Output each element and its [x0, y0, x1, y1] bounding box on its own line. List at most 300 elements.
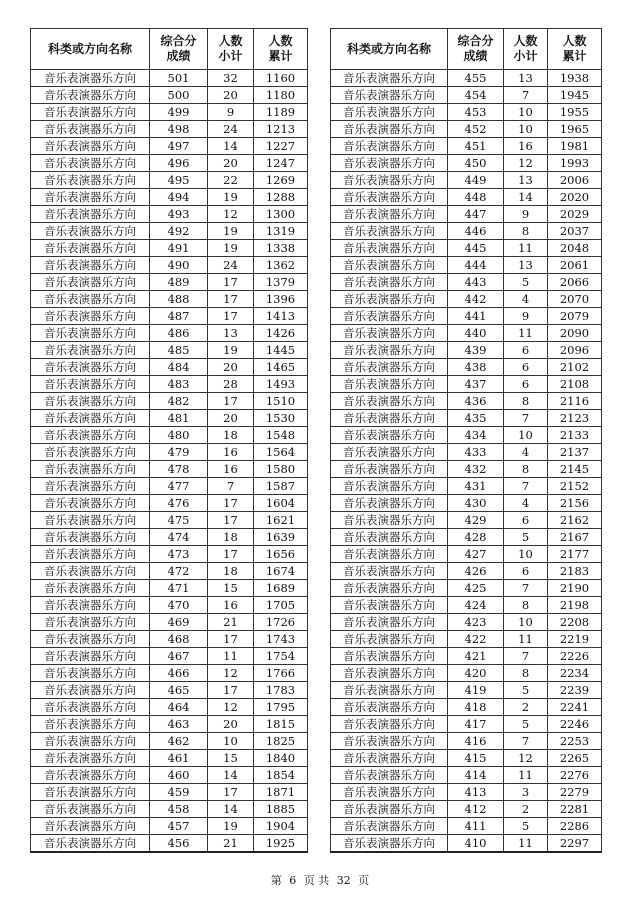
- table-row: [31, 512, 308, 529]
- table-row: [31, 631, 308, 648]
- cell-score: 456: [150, 835, 208, 853]
- cell-cumulative: 1530: [254, 410, 308, 427]
- cell-count: 8: [504, 665, 548, 682]
- cell-name: 音乐表演器乐方向: [31, 444, 150, 461]
- cell-score: 455: [448, 70, 504, 87]
- cell-score: 475: [150, 512, 208, 529]
- page-footer: [0, 872, 640, 888]
- cell-count: 7: [504, 478, 548, 495]
- cell-cumulative: 1639: [254, 529, 308, 546]
- cell-count: 11: [504, 835, 548, 853]
- table-row: [331, 733, 602, 750]
- cell-cumulative: 2265: [548, 750, 602, 767]
- cell-name: 音乐表演器乐方向: [31, 393, 150, 410]
- cell-cumulative: 2048: [548, 240, 602, 257]
- table-row: [31, 648, 308, 665]
- table-row: [331, 393, 602, 410]
- cell-name: 音乐表演器乐方向: [331, 121, 448, 138]
- table-row: [331, 104, 602, 121]
- table-row: [331, 206, 602, 223]
- cell-cumulative: 2096: [548, 342, 602, 359]
- cell-cumulative: 2276: [548, 767, 602, 784]
- cell-count: 4: [504, 291, 548, 308]
- cell-name: 音乐表演器乐方向: [331, 716, 448, 733]
- table-header-row: [31, 29, 308, 70]
- table-row: [31, 716, 308, 733]
- cell-score: 452: [448, 121, 504, 138]
- cell-name: 音乐表演器乐方向: [31, 291, 150, 308]
- table-row: [331, 138, 602, 155]
- table-row: [31, 172, 308, 189]
- table-row: [31, 104, 308, 121]
- table-row: [331, 818, 602, 835]
- cell-name: 音乐表演器乐方向: [31, 172, 150, 189]
- cell-name: 音乐表演器乐方向: [31, 206, 150, 223]
- cell-count: 7: [208, 478, 254, 495]
- cell-name: 音乐表演器乐方向: [31, 257, 150, 274]
- cell-cumulative: 2246: [548, 716, 602, 733]
- cell-cumulative: 1743: [254, 631, 308, 648]
- cell-name: 音乐表演器乐方向: [331, 155, 448, 172]
- cell-score: 449: [448, 172, 504, 189]
- cell-score: 473: [150, 546, 208, 563]
- table-row: [31, 70, 308, 87]
- cell-cumulative: 1854: [254, 767, 308, 784]
- cell-count: 7: [504, 410, 548, 427]
- cell-score: 441: [448, 308, 504, 325]
- cell-name: 音乐表演器乐方向: [31, 359, 150, 376]
- cell-cumulative: 1766: [254, 665, 308, 682]
- table-row: [31, 308, 308, 325]
- cell-name: 音乐表演器乐方向: [31, 750, 150, 767]
- cell-count: 20: [208, 87, 254, 104]
- table-row: [331, 529, 602, 546]
- cell-name: 音乐表演器乐方向: [331, 495, 448, 512]
- cell-score: 463: [150, 716, 208, 733]
- cell-score: 480: [150, 427, 208, 444]
- cell-count: 17: [208, 291, 254, 308]
- cell-count: 12: [208, 665, 254, 682]
- cell-count: 11: [504, 240, 548, 257]
- cell-score: 415: [448, 750, 504, 767]
- table-row: [331, 478, 602, 495]
- table-row: [331, 342, 602, 359]
- cell-count: 10: [504, 546, 548, 563]
- table-row: [331, 750, 602, 767]
- cell-count: 15: [208, 750, 254, 767]
- cell-count: 19: [208, 189, 254, 206]
- cell-cumulative: 2219: [548, 631, 602, 648]
- cell-name: 音乐表演器乐方向: [31, 461, 150, 478]
- cell-cumulative: 2152: [548, 478, 602, 495]
- cell-count: 17: [208, 784, 254, 801]
- cell-score: 422: [448, 631, 504, 648]
- cell-name: 音乐表演器乐方向: [331, 138, 448, 155]
- cell-name: 音乐表演器乐方向: [31, 682, 150, 699]
- cell-cumulative: 1621: [254, 512, 308, 529]
- cell-score: 440: [448, 325, 504, 342]
- footer-total-pages: 32: [336, 874, 351, 887]
- cell-count: 6: [504, 359, 548, 376]
- cell-cumulative: 1945: [548, 87, 602, 104]
- cell-cumulative: 1904: [254, 818, 308, 835]
- cell-cumulative: 1288: [254, 189, 308, 206]
- cell-count: 2: [504, 699, 548, 716]
- cell-score: 416: [448, 733, 504, 750]
- cell-name: 音乐表演器乐方向: [331, 308, 448, 325]
- table-row: [331, 546, 602, 563]
- table-row: [331, 87, 602, 104]
- cell-score: 493: [150, 206, 208, 223]
- cell-count: 8: [504, 393, 548, 410]
- cell-score: 467: [150, 648, 208, 665]
- cell-count: 10: [208, 733, 254, 750]
- cell-cumulative: 1885: [254, 801, 308, 818]
- table-row: [31, 580, 308, 597]
- table-row: [31, 257, 308, 274]
- cell-count: 14: [208, 138, 254, 155]
- cell-name: 音乐表演器乐方向: [31, 563, 150, 580]
- cell-count: 11: [504, 631, 548, 648]
- table-row: [31, 325, 308, 342]
- table-row: [31, 138, 308, 155]
- cell-cumulative: 2029: [548, 206, 602, 223]
- cell-name: 音乐表演器乐方向: [31, 427, 150, 444]
- cell-score: 482: [150, 393, 208, 410]
- cell-count: 18: [208, 427, 254, 444]
- cell-score: 438: [448, 359, 504, 376]
- cell-score: 457: [150, 818, 208, 835]
- table-row: [331, 70, 602, 87]
- cell-cumulative: 1981: [548, 138, 602, 155]
- table-row: [331, 359, 602, 376]
- cell-cumulative: 1338: [254, 240, 308, 257]
- cell-count: 10: [504, 121, 548, 138]
- cell-cumulative: 1247: [254, 155, 308, 172]
- cell-count: 12: [504, 155, 548, 172]
- cell-name: 音乐表演器乐方向: [331, 223, 448, 240]
- cell-cumulative: 1465: [254, 359, 308, 376]
- cell-count: 17: [208, 308, 254, 325]
- table-row: [331, 801, 602, 818]
- table-row: [31, 444, 308, 461]
- cell-name: 音乐表演器乐方向: [331, 393, 448, 410]
- cell-cumulative: 2037: [548, 223, 602, 240]
- cell-name: 音乐表演器乐方向: [31, 767, 150, 784]
- cell-name: 音乐表演器乐方向: [331, 274, 448, 291]
- cell-cumulative: 1840: [254, 750, 308, 767]
- cell-cumulative: 2066: [548, 274, 602, 291]
- header-score: 综合分 成绩: [150, 29, 208, 70]
- cell-count: 8: [504, 597, 548, 614]
- cell-score: 421: [448, 648, 504, 665]
- cell-count: 14: [208, 767, 254, 784]
- cell-cumulative: 1705: [254, 597, 308, 614]
- cell-score: 444: [448, 257, 504, 274]
- cell-score: 481: [150, 410, 208, 427]
- cell-cumulative: 1160: [254, 70, 308, 87]
- cell-name: 音乐表演器乐方向: [331, 750, 448, 767]
- cell-cumulative: 1426: [254, 325, 308, 342]
- cell-cumulative: 1564: [254, 444, 308, 461]
- cell-count: 17: [208, 682, 254, 699]
- cell-name: 音乐表演器乐方向: [31, 325, 150, 342]
- header-score: 综合分 成绩: [448, 29, 504, 70]
- cell-count: 9: [504, 308, 548, 325]
- table-row: [331, 291, 602, 308]
- header-count: 人数 小计: [504, 29, 548, 70]
- cell-name: 音乐表演器乐方向: [31, 274, 150, 291]
- table-row: [31, 342, 308, 359]
- cell-name: 音乐表演器乐方向: [31, 784, 150, 801]
- cell-count: 9: [208, 104, 254, 121]
- cell-name: 音乐表演器乐方向: [31, 240, 150, 257]
- cell-score: 454: [448, 87, 504, 104]
- cell-score: 413: [448, 784, 504, 801]
- cell-name: 音乐表演器乐方向: [31, 104, 150, 121]
- cell-name: 音乐表演器乐方向: [331, 240, 448, 257]
- table-row: [31, 121, 308, 138]
- cell-score: 471: [150, 580, 208, 597]
- cell-cumulative: 1300: [254, 206, 308, 223]
- cell-name: 音乐表演器乐方向: [31, 308, 150, 325]
- table-row: [31, 614, 308, 631]
- cell-name: 音乐表演器乐方向: [331, 444, 448, 461]
- cell-count: 4: [504, 444, 548, 461]
- cell-cumulative: 1493: [254, 376, 308, 393]
- table-row: [31, 801, 308, 818]
- cell-name: 音乐表演器乐方向: [31, 478, 150, 495]
- cell-count: 7: [504, 733, 548, 750]
- cell-count: 19: [208, 240, 254, 257]
- cell-cumulative: 1269: [254, 172, 308, 189]
- cell-name: 音乐表演器乐方向: [31, 818, 150, 835]
- cell-count: 7: [504, 580, 548, 597]
- cell-count: 7: [504, 87, 548, 104]
- cell-count: 21: [208, 835, 254, 853]
- table-row: [331, 512, 602, 529]
- table-row: [31, 495, 308, 512]
- cell-score: 495: [150, 172, 208, 189]
- score-table-right: [330, 28, 602, 853]
- cell-count: 6: [504, 376, 548, 393]
- cell-count: 12: [504, 750, 548, 767]
- cell-count: 17: [208, 631, 254, 648]
- cell-score: 466: [150, 665, 208, 682]
- cell-score: 418: [448, 699, 504, 716]
- cell-count: 8: [504, 223, 548, 240]
- cell-score: 443: [448, 274, 504, 291]
- cell-count: 5: [504, 682, 548, 699]
- cell-cumulative: 2070: [548, 291, 602, 308]
- cell-name: 音乐表演器乐方向: [31, 665, 150, 682]
- cell-name: 音乐表演器乐方向: [31, 801, 150, 818]
- footer-prefix: 第: [270, 874, 282, 887]
- cell-score: 460: [150, 767, 208, 784]
- table-row: [31, 410, 308, 427]
- cell-cumulative: 1656: [254, 546, 308, 563]
- header-name: 科类或方向名称: [331, 29, 448, 70]
- cell-count: 16: [208, 461, 254, 478]
- cell-cumulative: 2279: [548, 784, 602, 801]
- cell-cumulative: 1587: [254, 478, 308, 495]
- cell-name: 音乐表演器乐方向: [31, 155, 150, 172]
- cell-cumulative: 2286: [548, 818, 602, 835]
- cell-count: 32: [208, 70, 254, 87]
- cell-cumulative: 2079: [548, 308, 602, 325]
- cell-name: 音乐表演器乐方向: [31, 223, 150, 240]
- cell-name: 音乐表演器乐方向: [331, 291, 448, 308]
- cell-score: 451: [448, 138, 504, 155]
- cell-score: 410: [448, 835, 504, 853]
- cell-count: 21: [208, 614, 254, 631]
- cell-name: 音乐表演器乐方向: [31, 495, 150, 512]
- cell-score: 490: [150, 257, 208, 274]
- table-row: [31, 767, 308, 784]
- table-row: [331, 563, 602, 580]
- cell-score: 431: [448, 478, 504, 495]
- cell-cumulative: 1825: [254, 733, 308, 750]
- cell-cumulative: 2190: [548, 580, 602, 597]
- cell-count: 20: [208, 716, 254, 733]
- cell-cumulative: 1548: [254, 427, 308, 444]
- cell-cumulative: 2133: [548, 427, 602, 444]
- cell-score: 447: [448, 206, 504, 223]
- cell-cumulative: 2116: [548, 393, 602, 410]
- cell-name: 音乐表演器乐方向: [31, 631, 150, 648]
- table-row: [31, 240, 308, 257]
- cell-name: 音乐表演器乐方向: [31, 733, 150, 750]
- cell-cumulative: 2177: [548, 546, 602, 563]
- cell-cumulative: 1965: [548, 121, 602, 138]
- cell-cumulative: 1815: [254, 716, 308, 733]
- cell-cumulative: 1319: [254, 223, 308, 240]
- table-row: [31, 87, 308, 104]
- cell-name: 音乐表演器乐方向: [31, 529, 150, 546]
- cell-cumulative: 1189: [254, 104, 308, 121]
- cell-cumulative: 1227: [254, 138, 308, 155]
- table-row: [31, 699, 308, 716]
- table-row: [331, 665, 602, 682]
- footer-page-number: 6: [289, 874, 297, 887]
- cell-score: 494: [150, 189, 208, 206]
- cell-score: 465: [150, 682, 208, 699]
- cell-name: 音乐表演器乐方向: [331, 733, 448, 750]
- cell-name: 音乐表演器乐方向: [31, 342, 150, 359]
- table-row: [31, 665, 308, 682]
- cell-cumulative: 2297: [548, 835, 602, 853]
- table-row: [31, 155, 308, 172]
- table-row: [31, 478, 308, 495]
- cell-name: 音乐表演器乐方向: [331, 682, 448, 699]
- cell-name: 音乐表演器乐方向: [31, 512, 150, 529]
- cell-cumulative: 1580: [254, 461, 308, 478]
- cell-cumulative: 2241: [548, 699, 602, 716]
- cell-score: 470: [150, 597, 208, 614]
- cell-cumulative: 2020: [548, 189, 602, 206]
- cell-count: 17: [208, 274, 254, 291]
- cell-score: 489: [150, 274, 208, 291]
- cell-cumulative: 2108: [548, 376, 602, 393]
- cell-count: 8: [504, 461, 548, 478]
- cell-cumulative: 1754: [254, 648, 308, 665]
- cell-score: 433: [448, 444, 504, 461]
- cell-score: 496: [150, 155, 208, 172]
- cell-count: 3: [504, 784, 548, 801]
- cell-score: 459: [150, 784, 208, 801]
- cell-count: 13: [504, 257, 548, 274]
- table-row: [31, 784, 308, 801]
- cell-cumulative: 1925: [254, 835, 308, 853]
- cell-cumulative: 1213: [254, 121, 308, 138]
- cell-count: 6: [504, 342, 548, 359]
- table-row: [331, 614, 602, 631]
- cell-count: 17: [208, 512, 254, 529]
- cell-name: 音乐表演器乐方向: [31, 546, 150, 563]
- cell-name: 音乐表演器乐方向: [331, 631, 448, 648]
- cell-cumulative: 1180: [254, 87, 308, 104]
- cell-cumulative: 2234: [548, 665, 602, 682]
- cell-count: 4: [504, 495, 548, 512]
- table-row: [31, 376, 308, 393]
- table-row: [31, 274, 308, 291]
- cell-cumulative: 1510: [254, 393, 308, 410]
- header-cumulative: 人数 累计: [254, 29, 308, 70]
- cell-score: 446: [448, 223, 504, 240]
- cell-score: 439: [448, 342, 504, 359]
- cell-score: 484: [150, 359, 208, 376]
- cell-score: 414: [448, 767, 504, 784]
- cell-cumulative: 1445: [254, 342, 308, 359]
- cell-score: 487: [150, 308, 208, 325]
- cell-cumulative: 2226: [548, 648, 602, 665]
- table-row: [331, 376, 602, 393]
- cell-name: 音乐表演器乐方向: [331, 597, 448, 614]
- table-row: [31, 546, 308, 563]
- cell-cumulative: 2006: [548, 172, 602, 189]
- cell-name: 音乐表演器乐方向: [331, 614, 448, 631]
- cell-score: 411: [448, 818, 504, 835]
- table-row: [31, 206, 308, 223]
- cell-score: 412: [448, 801, 504, 818]
- cell-name: 音乐表演器乐方向: [331, 376, 448, 393]
- cell-count: 12: [208, 699, 254, 716]
- table-row: [31, 733, 308, 750]
- cell-score: 461: [150, 750, 208, 767]
- cell-cumulative: 1379: [254, 274, 308, 291]
- table-row: [331, 240, 602, 257]
- cell-score: 483: [150, 376, 208, 393]
- cell-count: 19: [208, 223, 254, 240]
- table-row: [31, 597, 308, 614]
- footer-middle: 页 共: [303, 874, 330, 887]
- cell-count: 15: [208, 580, 254, 597]
- cell-count: 14: [504, 189, 548, 206]
- table-row: [331, 648, 602, 665]
- cell-score: 491: [150, 240, 208, 257]
- cell-count: 5: [504, 818, 548, 835]
- cell-name: 音乐表演器乐方向: [331, 257, 448, 274]
- cell-score: 450: [448, 155, 504, 172]
- cell-name: 音乐表演器乐方向: [31, 614, 150, 631]
- cell-name: 音乐表演器乐方向: [31, 597, 150, 614]
- cell-name: 音乐表演器乐方向: [31, 716, 150, 733]
- cell-score: 468: [150, 631, 208, 648]
- table-row: [331, 121, 602, 138]
- cell-name: 音乐表演器乐方向: [331, 699, 448, 716]
- cell-score: 488: [150, 291, 208, 308]
- table-row: [331, 223, 602, 240]
